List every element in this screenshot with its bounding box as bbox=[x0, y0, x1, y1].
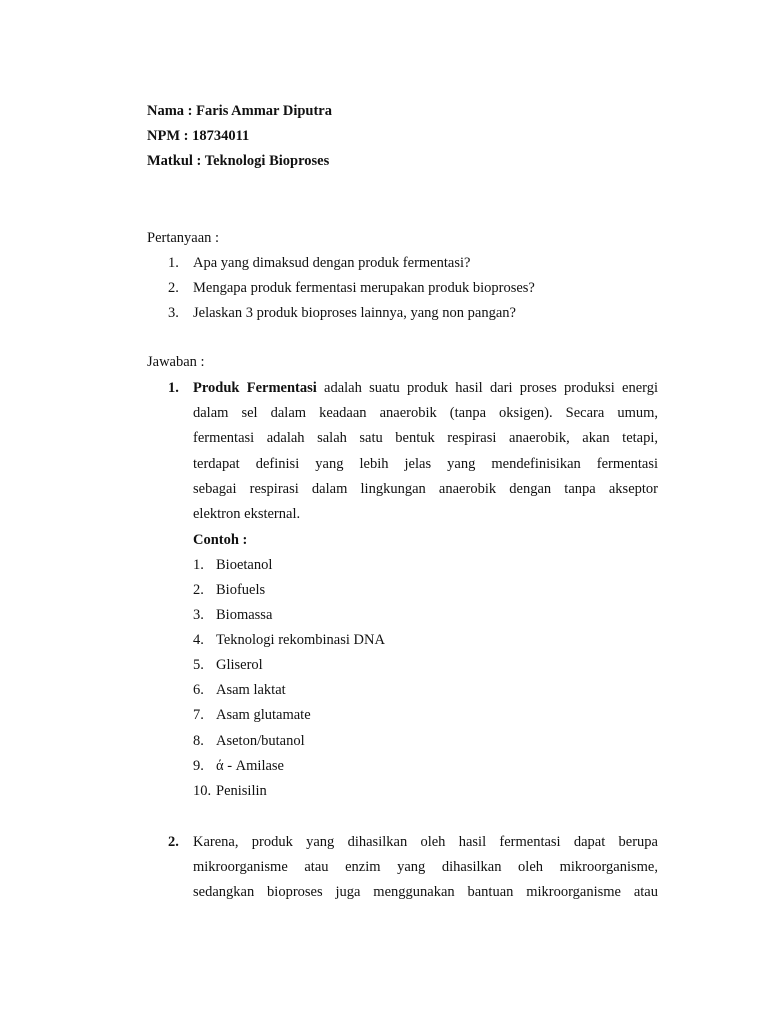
answer-line-text: adalah suatu produk hasil dari proses produksi energi bbox=[316, 380, 658, 396]
example-number: 10. bbox=[193, 783, 212, 799]
question-number: 2. bbox=[168, 280, 179, 296]
student-name: Nama : Faris Ammar Diputra bbox=[147, 103, 332, 119]
question-number: 1. bbox=[168, 255, 179, 271]
example-item: Asam laktat bbox=[216, 682, 286, 698]
examples-label: Contoh : bbox=[193, 532, 248, 548]
example-item: Penisilin bbox=[216, 783, 267, 799]
answer-2-paragraph bbox=[193, 830, 658, 906]
course-name: Matkul : Teknologi Bioproses bbox=[147, 153, 330, 169]
answer-line: mikroorganisme atau enzim yang dihasilkan oleh mikroorganisme, bbox=[193, 859, 658, 876]
question-text: Jelaskan 3 produk bioproses lainnya, yang non pangan? bbox=[193, 305, 516, 321]
example-item: Teknologi rekombinasi DNA bbox=[216, 632, 385, 648]
example-item: Asam glutamate bbox=[216, 707, 311, 723]
example-number: 1. bbox=[193, 557, 204, 573]
answer-number: 1. bbox=[168, 380, 179, 396]
answer-line: sebagai respirasi dalam lingkungan anaerobik dengan tanpa akseptor bbox=[193, 480, 658, 497]
answer-line: dalam sel dalam keadaan anaerobik (tanpa oksigen). Secara umum, bbox=[193, 405, 658, 422]
question-number: 3. bbox=[168, 305, 179, 321]
answer-number: 2. bbox=[168, 834, 179, 850]
example-number: 8. bbox=[193, 733, 204, 749]
example-item: ά - Amilase bbox=[216, 758, 284, 774]
answer-line bbox=[193, 376, 658, 401]
answer-line: terdapat definisi yang lebih jelas yang mendefinisikan fermentasi bbox=[193, 455, 658, 472]
answer-line: elektron eksternal. bbox=[193, 505, 301, 522]
example-number: 9. bbox=[193, 758, 204, 774]
answers-label: Jawaban : bbox=[147, 354, 205, 370]
example-number: 5. bbox=[193, 657, 204, 673]
example-number: 7. bbox=[193, 707, 204, 723]
example-item: Biomassa bbox=[216, 607, 273, 623]
example-number: 3. bbox=[193, 607, 204, 623]
question-text: Apa yang dimaksud dengan produk fermentasi? bbox=[193, 255, 471, 271]
example-item: Bioetanol bbox=[216, 557, 273, 573]
answer-bold-term: Produk Fermentasi bbox=[193, 380, 317, 396]
example-number: 6. bbox=[193, 682, 204, 698]
answer-line: fermentasi adalah salah satu bentuk respirasi anaerobik, akan tetapi, bbox=[193, 430, 658, 447]
example-number: 2. bbox=[193, 582, 204, 598]
question-text: Mengapa produk fermentasi merupakan produk bioproses? bbox=[193, 280, 535, 296]
example-item: Biofuels bbox=[216, 582, 266, 598]
example-number: 4. bbox=[193, 632, 204, 648]
example-item: Gliserol bbox=[216, 657, 263, 673]
questions-label: Pertanyaan : bbox=[147, 230, 220, 246]
answer-line: sedangkan bioproses juga menggunakan bantuan mikroorganisme atau bbox=[193, 884, 658, 901]
example-item: Aseton/butanol bbox=[216, 733, 305, 749]
answer-line: Karena, produk yang dihasilkan oleh hasil fermentasi dapat berupa bbox=[193, 834, 658, 850]
student-npm: NPM : 18734011 bbox=[147, 128, 250, 144]
answer-1-paragraph bbox=[193, 376, 658, 527]
